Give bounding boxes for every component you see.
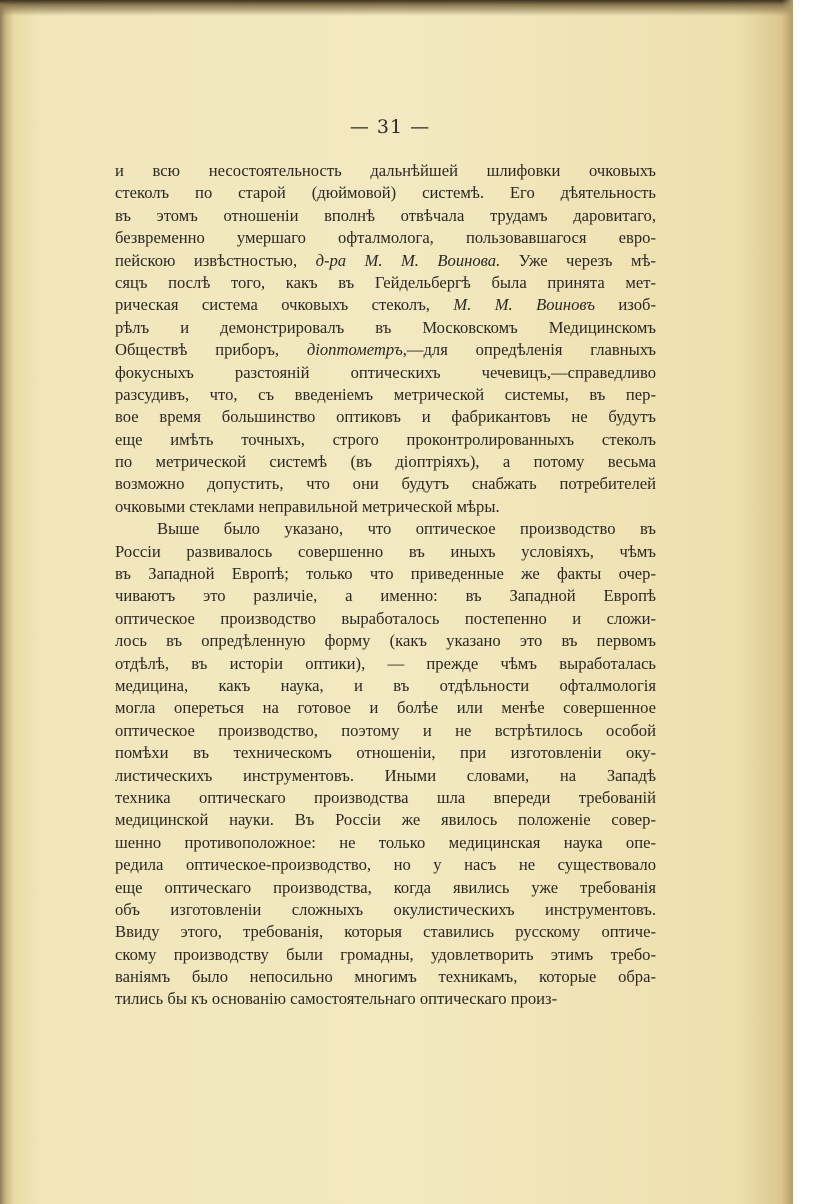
page-number: — 31 — xyxy=(349,116,431,138)
text-segment: возможно допустить, что они будутъ снабжать потребителей xyxy=(115,474,656,494)
text-segment: Россіи развивалось совершенно въ иныхъ условіяхъ, чѣмъ xyxy=(115,541,656,561)
text-segment: оптическое производство выработалось постепенно и сложи- xyxy=(115,608,656,628)
text-line xyxy=(115,451,656,473)
text-segment: сяцъ послѣ того, какъ въ Гейдельбергѣ была принята мет- xyxy=(115,272,656,292)
text-segment: въ Западной Европѣ; только что приведенные же факты очер- xyxy=(115,564,656,584)
emphasized-text: д-ра М. М. Воинова. xyxy=(315,250,501,270)
text-line xyxy=(115,227,656,249)
emphasized-text: М. М. Воиновъ xyxy=(453,295,595,315)
text-segment: отдѣлѣ, въ исторіи оптики), — прежде чѣмъ выработалась xyxy=(115,653,656,673)
text-segment: еще оптическаго производства, когда явились уже требованія xyxy=(115,877,656,897)
text-line xyxy=(115,585,656,607)
text-line xyxy=(115,809,656,831)
text-segment: могла опереться на готовое и болѣе или менѣе совершенное xyxy=(115,698,656,718)
text-line xyxy=(115,541,656,563)
text-segment: Обществѣ приборъ, xyxy=(115,340,307,360)
text-segment: вое время большинство оптиковъ и фабрикантовъ не будутъ xyxy=(115,407,656,427)
text-line xyxy=(115,765,656,787)
text-line xyxy=(115,608,656,630)
text-line xyxy=(115,877,656,899)
text-line xyxy=(115,988,656,1010)
text-line xyxy=(115,384,656,406)
text-segment: въ этомъ отношеніи вполнѣ отвѣчала трудамъ даровитаго, xyxy=(115,205,656,225)
text-line xyxy=(115,966,656,988)
text-line xyxy=(115,630,656,652)
text-segment: ваніямъ было непосильно многимъ техникамъ, которые обра- xyxy=(115,967,656,987)
text-segment: редила оптическое-производство, но у насъ не существовало xyxy=(115,855,656,875)
text-line xyxy=(115,496,656,518)
text-segment: по метрической системѣ (въ діоптріяхъ), а потому весьма xyxy=(115,452,656,472)
text-segment: фокусныхъ разстояній оптическихъ чечевицъ,—справедливо xyxy=(115,362,656,382)
binding-shadow xyxy=(0,0,14,1204)
text-line xyxy=(115,294,656,316)
text-line xyxy=(115,406,656,428)
text-line xyxy=(115,182,656,204)
text-line xyxy=(115,563,656,585)
text-line xyxy=(115,675,656,697)
text-segment: очковыми стеклами неправильной метрической мѣры. xyxy=(115,496,500,516)
text-line xyxy=(115,317,656,339)
text-segment: стеколъ по старой (дюймовой) системѣ. Его дѣятельность xyxy=(115,183,656,203)
text-line xyxy=(115,362,656,384)
text-segment: еще имѣть точныхъ, строго проконтролированныхъ стеколъ xyxy=(115,429,656,449)
text-line xyxy=(115,787,656,809)
text-line xyxy=(115,944,656,966)
text-segment: и всю несостоятельность дальнѣйшей шлифовки очковыхъ xyxy=(115,161,656,180)
text-line xyxy=(115,832,656,854)
page-edge-shade xyxy=(782,0,793,1204)
text-line xyxy=(115,205,656,227)
text-segment: медицинской науки. Въ Россіи же явилось положеніе совер- xyxy=(115,810,656,830)
text-segment: разсудивъ, что, съ введеніемъ метрической системы, въ пер- xyxy=(115,384,656,404)
text-line xyxy=(115,921,656,943)
text-line xyxy=(115,697,656,719)
text-segment: тились бы къ основанію самостоятельнаго оптическаго произ- xyxy=(115,989,558,1009)
text-segment: медицина, какъ наука, и въ отдѣльности офталмологія xyxy=(115,675,656,695)
text-segment: скому производству были громадны, удовлетворить этимъ требо- xyxy=(115,944,656,964)
scan-margin xyxy=(793,0,815,1204)
text-segment: оптическое производство, поэтому и не встрѣтилось особой xyxy=(115,720,656,740)
text-line xyxy=(115,899,656,921)
text-line xyxy=(115,429,656,451)
text-line xyxy=(115,518,656,540)
text-segment: Уже черезъ мѣ- xyxy=(500,250,656,270)
body-text xyxy=(115,160,656,1011)
text-segment: чиваютъ это различіе, а именно: въ Западной Европѣ xyxy=(115,586,656,606)
text-segment: безвременно умершаго офталмолога, пользовавшагося евро- xyxy=(115,228,656,248)
text-segment: —для опредѣленія главныхъ xyxy=(406,340,656,360)
text-segment: рѣлъ и демонстрировалъ въ Московскомъ Медицинскомъ xyxy=(115,317,656,337)
text-segment: пейскою извѣстностью, xyxy=(115,250,316,270)
text-line xyxy=(115,653,656,675)
text-segment: Ввиду этого, требованія, которыя ставились русскому оптиче- xyxy=(115,922,656,942)
text-segment: помѣхи въ техническомъ отношеніи, при изготовленіи оку- xyxy=(115,743,656,763)
text-line xyxy=(115,854,656,876)
text-segment: лось въ опредѣленную форму (какъ указано это въ первомъ xyxy=(115,631,656,651)
top-edge-shadow xyxy=(0,0,815,16)
text-segment: шенно противоположное: не только медицинская наука опе- xyxy=(115,832,656,852)
text-line xyxy=(115,473,656,495)
text-segment: листическихъ инструментовъ. Иными словами, на Западѣ xyxy=(115,765,656,785)
text-line xyxy=(115,339,656,361)
text-line xyxy=(115,742,656,764)
text-line xyxy=(115,160,656,182)
text-line xyxy=(115,272,656,294)
text-segment: объ изготовленіи сложныхъ окулистическихъ инструментовъ. xyxy=(115,899,656,919)
text-segment: Выше было указано, что оптическое производство въ xyxy=(157,519,656,539)
text-line xyxy=(115,250,656,272)
text-segment: рическая система очковыхъ стеколъ, xyxy=(115,295,454,315)
text-segment: техника оптическаго производства шла впереди требованій xyxy=(115,787,656,807)
text-line xyxy=(115,720,656,742)
text-segment: изоб- xyxy=(594,295,656,315)
emphasized-text: діоптометръ, xyxy=(306,340,407,360)
